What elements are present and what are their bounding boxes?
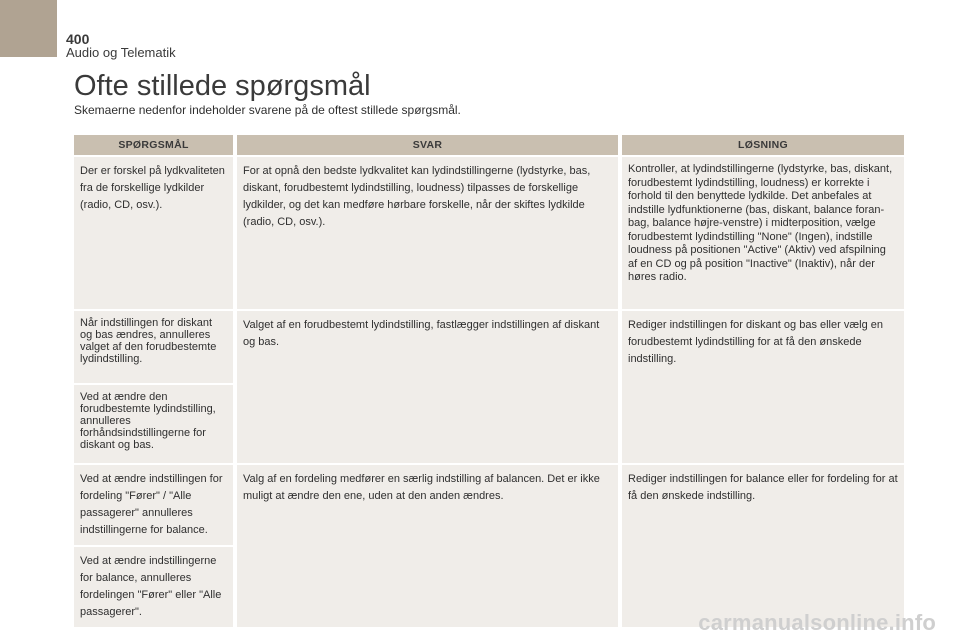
section-name: Audio og Telematik bbox=[66, 45, 176, 60]
intro-text: Skemaerne nedenfor indeholder svarene på de oftest stillede spørgsmål. bbox=[74, 103, 461, 117]
question-cell: Ved at ændre indstillingerne for balance, annulleres fordelingen "Fører" eller "Alle passagerer". bbox=[74, 547, 233, 627]
table-row bbox=[74, 157, 904, 309]
page-title: Ofte stillede spørgsmål bbox=[74, 70, 371, 102]
column-header-solution: LØSNING bbox=[622, 135, 904, 155]
question-cell: Der er forskel på lydkvaliteten fra de forskellige lydkilder (radio, CD, osv.). bbox=[74, 157, 233, 309]
solution-cell: Rediger indstillingen for diskant og bas eller vælg en forudbestemt lydindstilling for at få den ønskede indstilling. bbox=[622, 311, 904, 463]
table-row bbox=[74, 465, 904, 545]
page-number: 400 bbox=[66, 31, 90, 47]
watermark: carmanualsonline.info bbox=[698, 610, 936, 635]
answer-cell: Valg af en fordeling medfører en særlig indstilling af balancen. Det er ikke muligt at ændre den ene, uden at den anden ændres. bbox=[237, 465, 618, 627]
table-header-row bbox=[74, 135, 904, 155]
table-row bbox=[74, 311, 904, 383]
solution-cell: Kontroller, at lydindstillingerne (lydstyrke, bas, diskant, forudbestemt lydindstilling, loudness) er korrekte i forhold til den benyttede lydkilde. Det anbefales at indstille lydfunktionerne (bas, diskant, balance foran-bag, balance højre-venstre) i midterposition, vælge forudbestemt lydindstilling "None" (Ingen), indstille loudness på positionen "Active" (Aktiv) ved afspilning af en CD og på position "Inactive" (Inaktiv), når der høres radio. bbox=[622, 157, 904, 309]
answer-cell: Valget af en forudbestemt lydindstilling, fastlægger indstillingen af diskant og bas. bbox=[237, 311, 618, 463]
column-header-question: SPØRGSMÅL bbox=[74, 135, 233, 155]
solution-cell: Rediger indstillingen for balance eller for fordeling for at få den ønskede indstilling. bbox=[622, 465, 904, 627]
question-cell: Ved at ændre indstillingen for fordeling "Fører" / "Alle passagerer" annulleres indstillingerne for balance. bbox=[74, 465, 233, 545]
corner-color-block bbox=[0, 0, 57, 57]
answer-cell: For at opnå den bedste lydkvalitet kan lydindstillingerne (lydstyrke, bas, diskant, forudbestemt lydindstilling, loudness) tilpasses de forskellige lydkilder, og det kan medføre hørbare forskelle, når der skiftes lydkilde (radio, CD, osv.). bbox=[237, 157, 618, 309]
faq-table bbox=[70, 133, 908, 629]
question-cell: Når indstillingen for diskant og bas ændres, annulleres valget af den forudbestemte lydindstilling. bbox=[74, 311, 233, 383]
question-cell: Ved at ændre den forudbestemte lydindstilling, annulleres forhåndsindstillingerne for diskant og bas. bbox=[74, 385, 233, 463]
column-header-answer: SVAR bbox=[237, 135, 618, 155]
